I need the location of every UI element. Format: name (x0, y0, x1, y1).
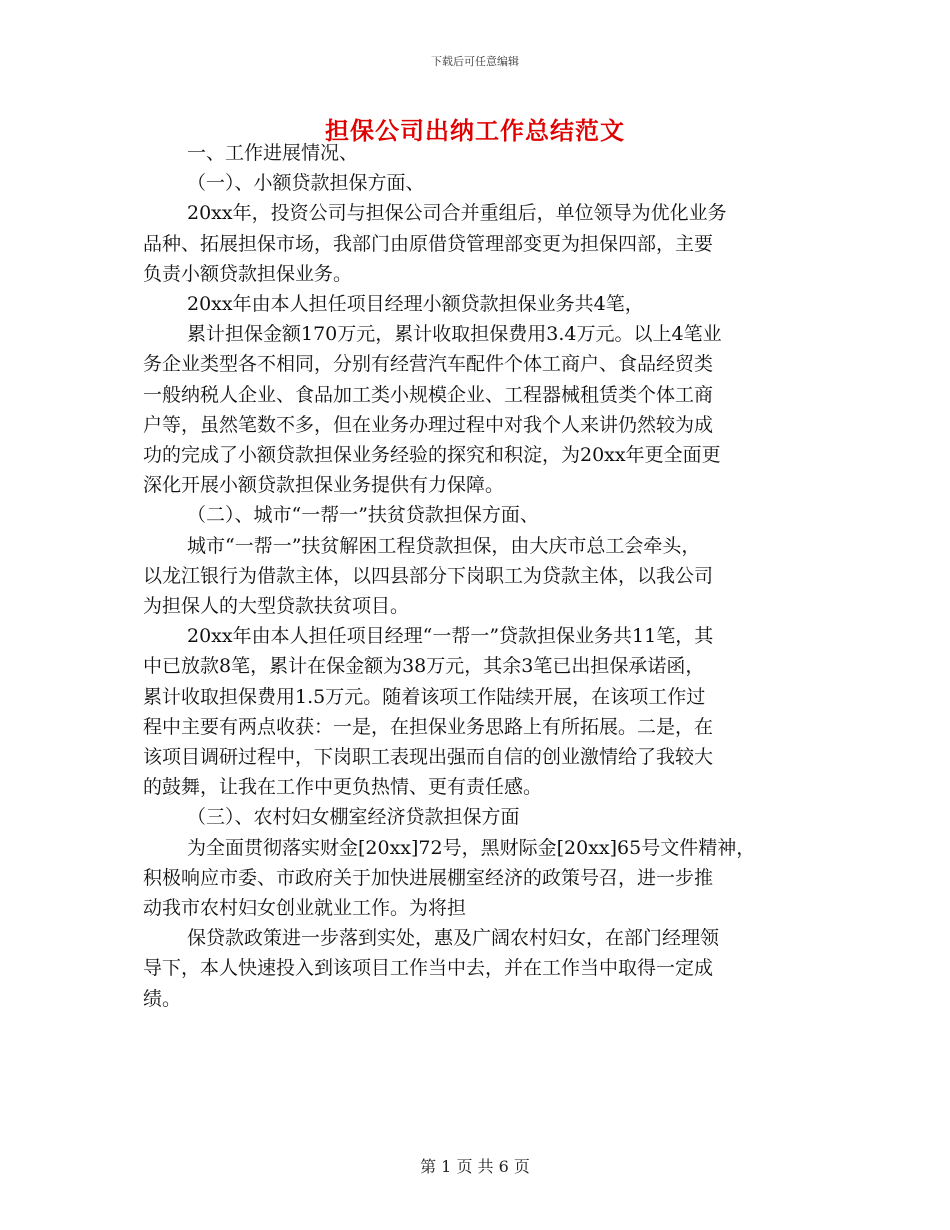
body-line: 中已放款8笔，累计在保金额为38万元，其余3笔已出担保承诺函， (143, 655, 705, 678)
body-line: 功的完成了小额贷款担保业务经验的探究和积淀，为20xx年更全面更 (143, 444, 721, 467)
body-line: 导下，本人快速投入到该项目工作当中去，并在工作当中取得一定成 (143, 957, 714, 980)
body-line: 动我市农村妇女创业就业工作。为将担 (143, 897, 467, 920)
body-line: 为担保人的大型贷款扶贫项目。 (143, 595, 410, 618)
body-line: 累计担保金额170万元，累计收取担保费用3.4万元。以上4笔业 (187, 323, 722, 346)
body-line: 负责小额贷款担保业务。 (143, 262, 353, 285)
body-line: 为全面贯彻落实财金[20xx]72号，黑财际金[20xx]65号文件精神， (187, 836, 756, 859)
body-line: 户等，虽然笔数不多，但在业务办理过程中对我个人来讲仍然较为成 (143, 413, 714, 436)
body-line: 深化开展小额贷款担保业务提供有力保障。 (143, 474, 505, 497)
document-body (143, 138, 811, 1014)
body-line: 20xx年，投资公司与担保公司合并重组后，单位领导为优化业务 (187, 202, 727, 225)
body-line: 20xx年由本人担任项目经理“一帮一”贷款担保业务共11笔，其 (187, 625, 714, 648)
body-line: 的鼓舞，让我在工作中更负热情、更有责任感。 (143, 776, 543, 799)
body-line: 程中主要有两点收获：一是，在担保业务思路上有所拓展。二是，在 (143, 715, 714, 738)
body-line: 20xx年由本人担任项目经理小额贷款担保业务共4笔， (187, 293, 644, 316)
page-header-note: 下载后可任意编辑 (431, 55, 519, 68)
body-line: 积极响应市委、市政府关于加快进展棚室经济的政策号召，进一步推 (143, 866, 714, 889)
body-line: 务企业类型各不相同，分别有经营汽车配件个体工商户、食品经贸类 (143, 353, 714, 376)
document-title: 担保公司出纳工作总结范文 (325, 117, 625, 145)
body-line: 该项目调研过程中，下岗职工表现出强而自信的创业激情给了我较大 (143, 746, 714, 769)
body-line: 城市“一帮一”扶贫解困工程贷款担保，由大庆市总工会牵头， (187, 534, 701, 557)
body-line: （二）、城市“一帮一”扶贫贷款担保方面、 (187, 504, 539, 527)
body-line: 一般纳税人企业、食品加工类小规模企业、工程器械租赁类个体工商 (143, 383, 714, 406)
body-line: 绩。 (143, 987, 182, 1010)
page-footer: 第 1 页 共 6 页 (420, 1157, 530, 1176)
body-line: 累计收取担保费用1.5万元。随着该项工作陆续开展，在该项工作过 (143, 685, 706, 708)
body-line: 保贷款政策进一步落到实处，惠及广阔农村妇女，在部门经理领 (187, 927, 720, 950)
body-line: （一）、小额贷款担保方面、 (187, 172, 425, 195)
body-line: 品种、拓展担保市场，我部门由原借贷管理部变更为担保四部，主要 (143, 232, 714, 255)
body-line: 一、工作进展情况、 (187, 142, 359, 164)
body-line: 以龙江银行为借款主体，以四县部分下岗职工为贷款主体，以我公司 (143, 564, 714, 587)
body-line: （三）、农村妇女棚室经济贷款担保方面 (187, 806, 520, 829)
